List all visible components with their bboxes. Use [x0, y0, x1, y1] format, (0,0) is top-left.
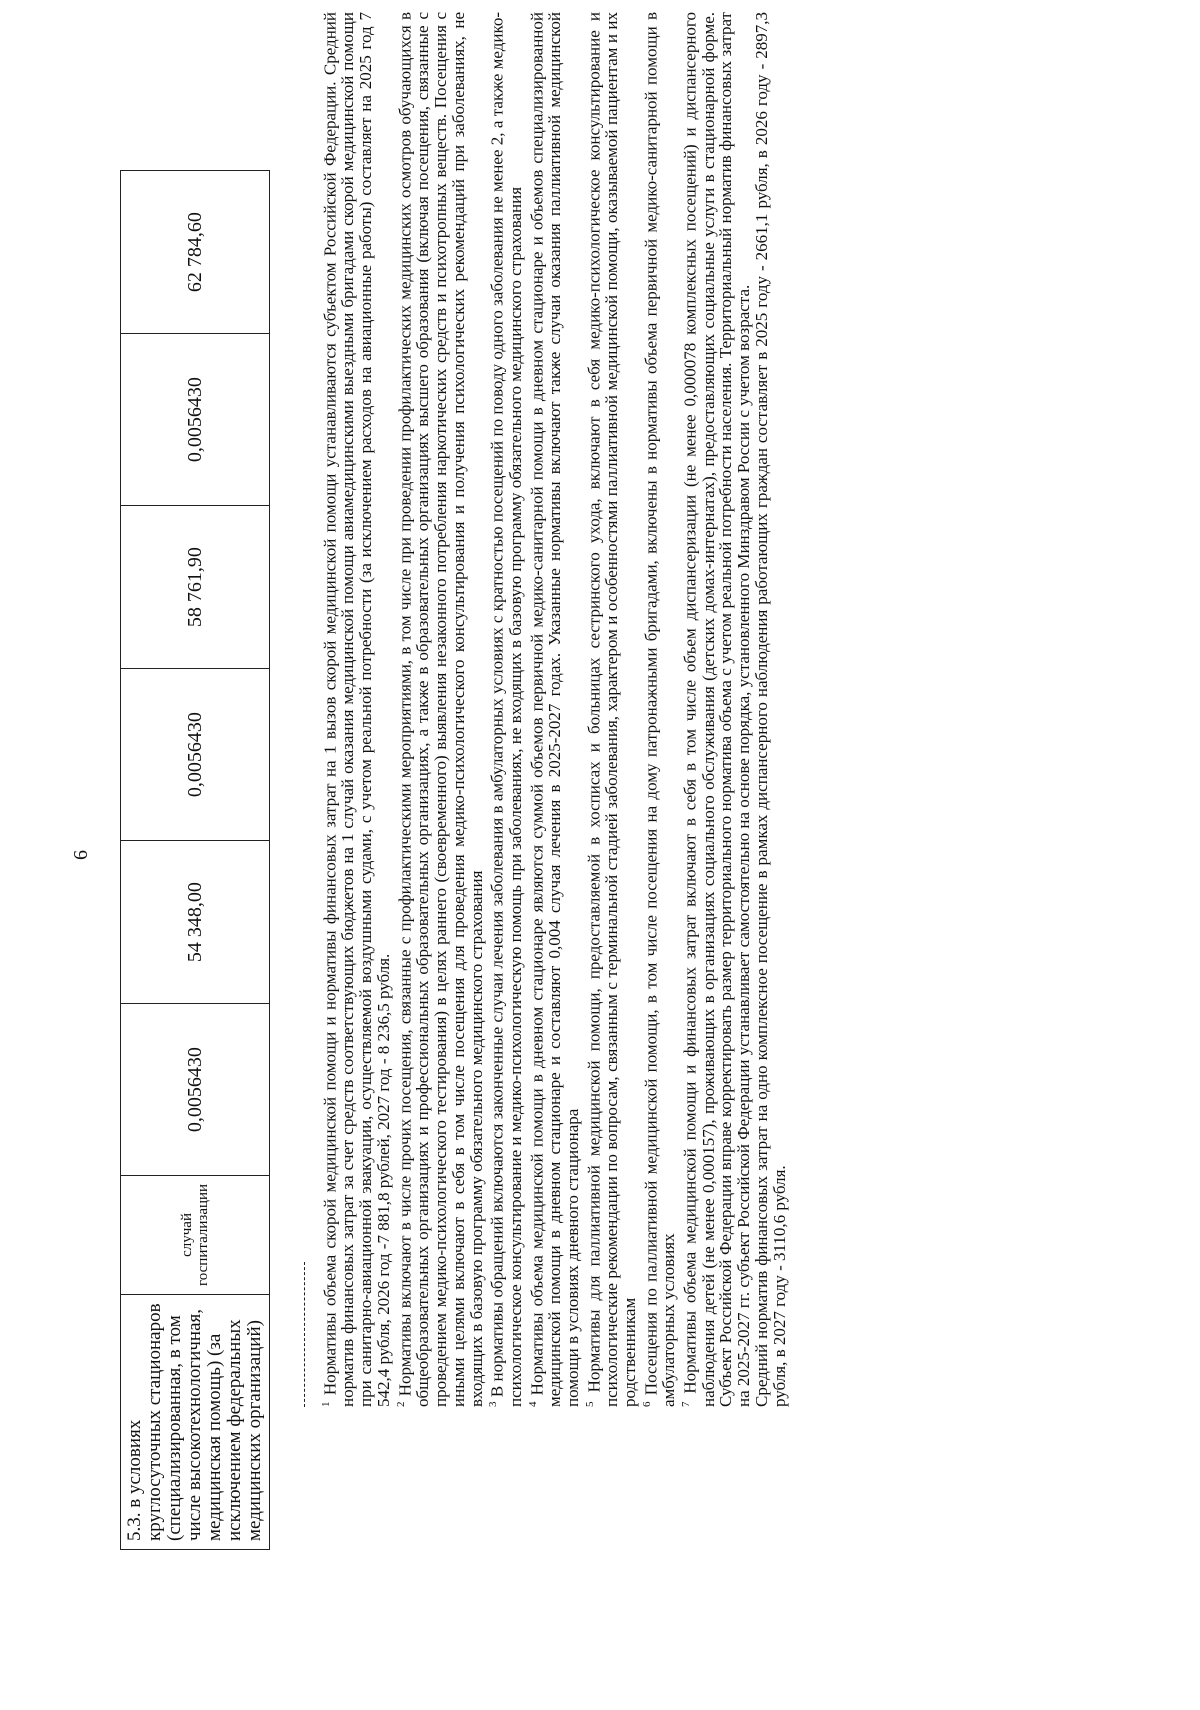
footnote-3: [485, 12, 524, 1407]
value-cell-6: 62 784,60: [121, 171, 270, 334]
footnote-separator: [304, 1262, 305, 1407]
footnote-mark: 5: [583, 1401, 596, 1407]
footnote-6: [639, 12, 678, 1407]
footnote-text: Нормативы включают в числе прочих посещения, связанные с профилактическими мероприятиями, в том числе при проведении профилактических медицинских осмотров обучающихся в общеобразовательных организациях и профессиональных образовательных организациях, а также в образовательных организациях высшего образования (включая посещения, связанные с проведением медико-психологического тестирования) в целях раннего (своевременного) выявления незаконного потребления наркотических средств и психотропных веществ. Посещения с иными целями включают в себя в том числе посещения для проведения медико-психологического консультирования и получения психологических рекомендаций при заболеваниях, не входящих в базовую программу обязательного медицинского страхования: [395, 11, 486, 1407]
footnote-2: [393, 12, 486, 1407]
footnote-mark: 3: [487, 1401, 500, 1407]
footnote-text: Нормативы для паллиативной медицинской помощи, предоставляемой в хосписах и больницах сестринского ухода, включают в себя медико-психологическое консультирование и психологические рекомендации по вопросам, связанным с терминальной стадией заболевания, характером и особенностями паллиативной медицинской помощи, оказываемой пациентам и их родственникам: [584, 11, 640, 1407]
table-row: [121, 171, 270, 1550]
footnote-1: [318, 12, 393, 1407]
footnote-7-continuation: [753, 12, 789, 1407]
footnote-5: [582, 12, 639, 1407]
footnote-mark: 4: [526, 1401, 539, 1407]
footnotes: [318, 12, 789, 1407]
footnote-4: [525, 12, 582, 1407]
footnote-text: Посещения по паллиативной медицинской помощи, в том числе посещения на дому патронажными бригадами, включены в нормативы объема первичной медико-санитарной помощи в амбулаторных условиях: [641, 12, 679, 1407]
value-cell-1: 0,0056430: [121, 1004, 270, 1176]
footnote-7: [678, 12, 753, 1407]
value-cell-2: 54 348,00: [121, 840, 270, 1003]
value-cell-4: 58 761,90: [121, 506, 270, 669]
footnote-text: Нормативы объема медицинской помощи в дневном стационаре являются суммой объемов первичной медико-санитарной помощи в дневном стационаре и объемов специализированной медицинской помощи в дневном стационаре и составляют 0,004 случая лечения в 2025-2027 годах. Указанные нормативы включают также случаи оказания паллиативной медицинской помощи в условиях дневного стационара: [527, 12, 582, 1407]
footnote-mark: 6: [640, 1401, 653, 1407]
footnote-text: В нормативы обращений включаются законченные случаи лечения заболевания в амбулаторных условиях с кратностью посещений по поводу одного заболевания не менее 2, а также медико-психологическое консультирование и медико-психологическую помощь при заболеваниях, не входящих в базовую программу обязательного медицинского страхования: [488, 11, 525, 1407]
norms-table: [120, 170, 270, 1550]
footnote-mark: 2: [394, 1401, 407, 1407]
footnote-text: Средний норматив финансовых затрат на одно комплексное посещение в рамках диспансерного наблюдения работающих граждан составляет в 2025 году - 2661,1 рубля, в 2026 году - 2897,3 рубля, в 2027 году - 3110,6 рубля.: [751, 12, 789, 1407]
value-cell-5: 0,0056430: [121, 334, 270, 506]
page-number: 6: [70, 850, 92, 860]
footnote-text: Нормативы объема медицинской помощи и финансовых затрат включают в себя в том числе объем диспансеризации (не менее 0,000078 комплексных посещений) и диспансерного наблюдения детей (не менее 0,000157), проживающих в организациях социального обслуживания (детских домах-интернатах), предоставляющих социальные услуги в стационарной форме. Субъект Российской Федерации вправе корректировать размер территориального норматива объема с учетом реальной потребности населения. Территориальный норматив финансовых затрат на 2025-2027 гг. субъект Российской Федерации устанавливает самостоятельно на основе порядка, установленного Минздравом России с учетом возраста.: [680, 12, 754, 1407]
footnote-mark: 7: [680, 1401, 693, 1407]
row-unit-cell: случай госпитализации: [121, 1175, 270, 1294]
footnote-text: Нормативы объема скорой медицинской помощи и нормативы финансовых затрат на 1 вызов скорой медицинской помощи устанавливаются субъектом Российской Федерации. Средний норматив финансовых затрат за счет средств соответствующих бюджетов на 1 случай оказания медицинской помощи авиамедицинскими выездными бригадами скорой медицинской помощи при санитарно-авиационной эвакуации, осуществляемой воздушными судами, с учетом реальной потребности (за исключением расходов на авиационные работы) составляет на 2025 год 7 542,4 рубля, 2026 год -7 881,8 рублей, 2027 год - 8 236,5 рубля.: [320, 12, 394, 1407]
row-name-cell: 5.3. в условиях круглосуточных стационаров (специализированная, в том числе высокотехнологичная, медицинская помощь) (за исключением федеральных медицинских организаций): [121, 1295, 270, 1550]
footnote-mark: 1: [320, 1401, 332, 1407]
value-cell-3: 0,0056430: [121, 669, 270, 841]
